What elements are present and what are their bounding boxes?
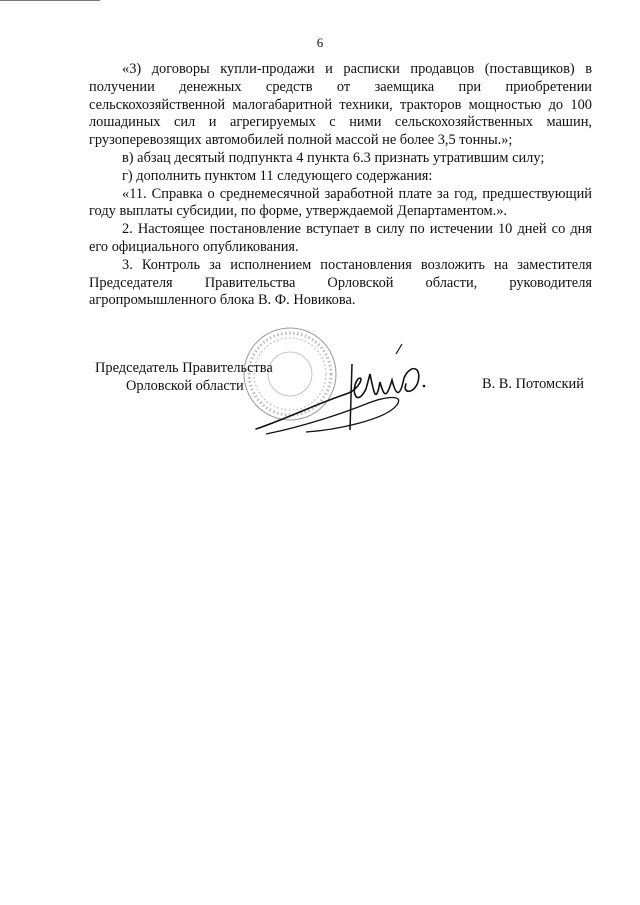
paragraph-2: в) абзац десятый подпункта 4 пункта 6.3 признать утратившим силу; [122, 149, 545, 166]
paragraph-5: 2. Настоящее постановление вступает в силу по истечении 10 дней со дня его официального опубликования. [89, 221, 592, 255]
document-body [89, 61, 592, 310]
signature-block [0, 320, 640, 440]
scan-edge-line [0, 0, 100, 1]
signer-title-line-1: Председатель Правительства [95, 360, 273, 376]
paragraph-4: «11. Справка о среднемесячной заработной плате за год, предшествующий году выплаты субсидии, по форме, утверждаемой Департаментом.». [89, 185, 592, 220]
paragraph-6: 3. Контроль за исполнением постановления возложить на заместителя Председателя Правительства Орловской области, руководителя агропромышленного блока В. Ф. Новикова. [89, 256, 592, 309]
paragraph-3: г) дополнить пунктом 11 следующего содержания: [122, 167, 433, 184]
signer-name: В. В. Потомский [482, 376, 584, 392]
page-number: 6 [316, 35, 324, 50]
signer-title-line-2: Орловской области [126, 378, 244, 394]
paragraph-1: «3) договоры купли-продажи и расписки продавцов (поставщиков) в получении денежных средств от заемщика при приобретении сельскохозяйственной малогабаритной техники, тракторов мощностью до 100 лошадиных сил и агрегируемых с ними сельскохозяйственных машин, грузоперевозящих автомобилей полной массой не более 3,5 тонны.»; [89, 61, 592, 149]
handwritten-signature-icon [246, 334, 436, 444]
